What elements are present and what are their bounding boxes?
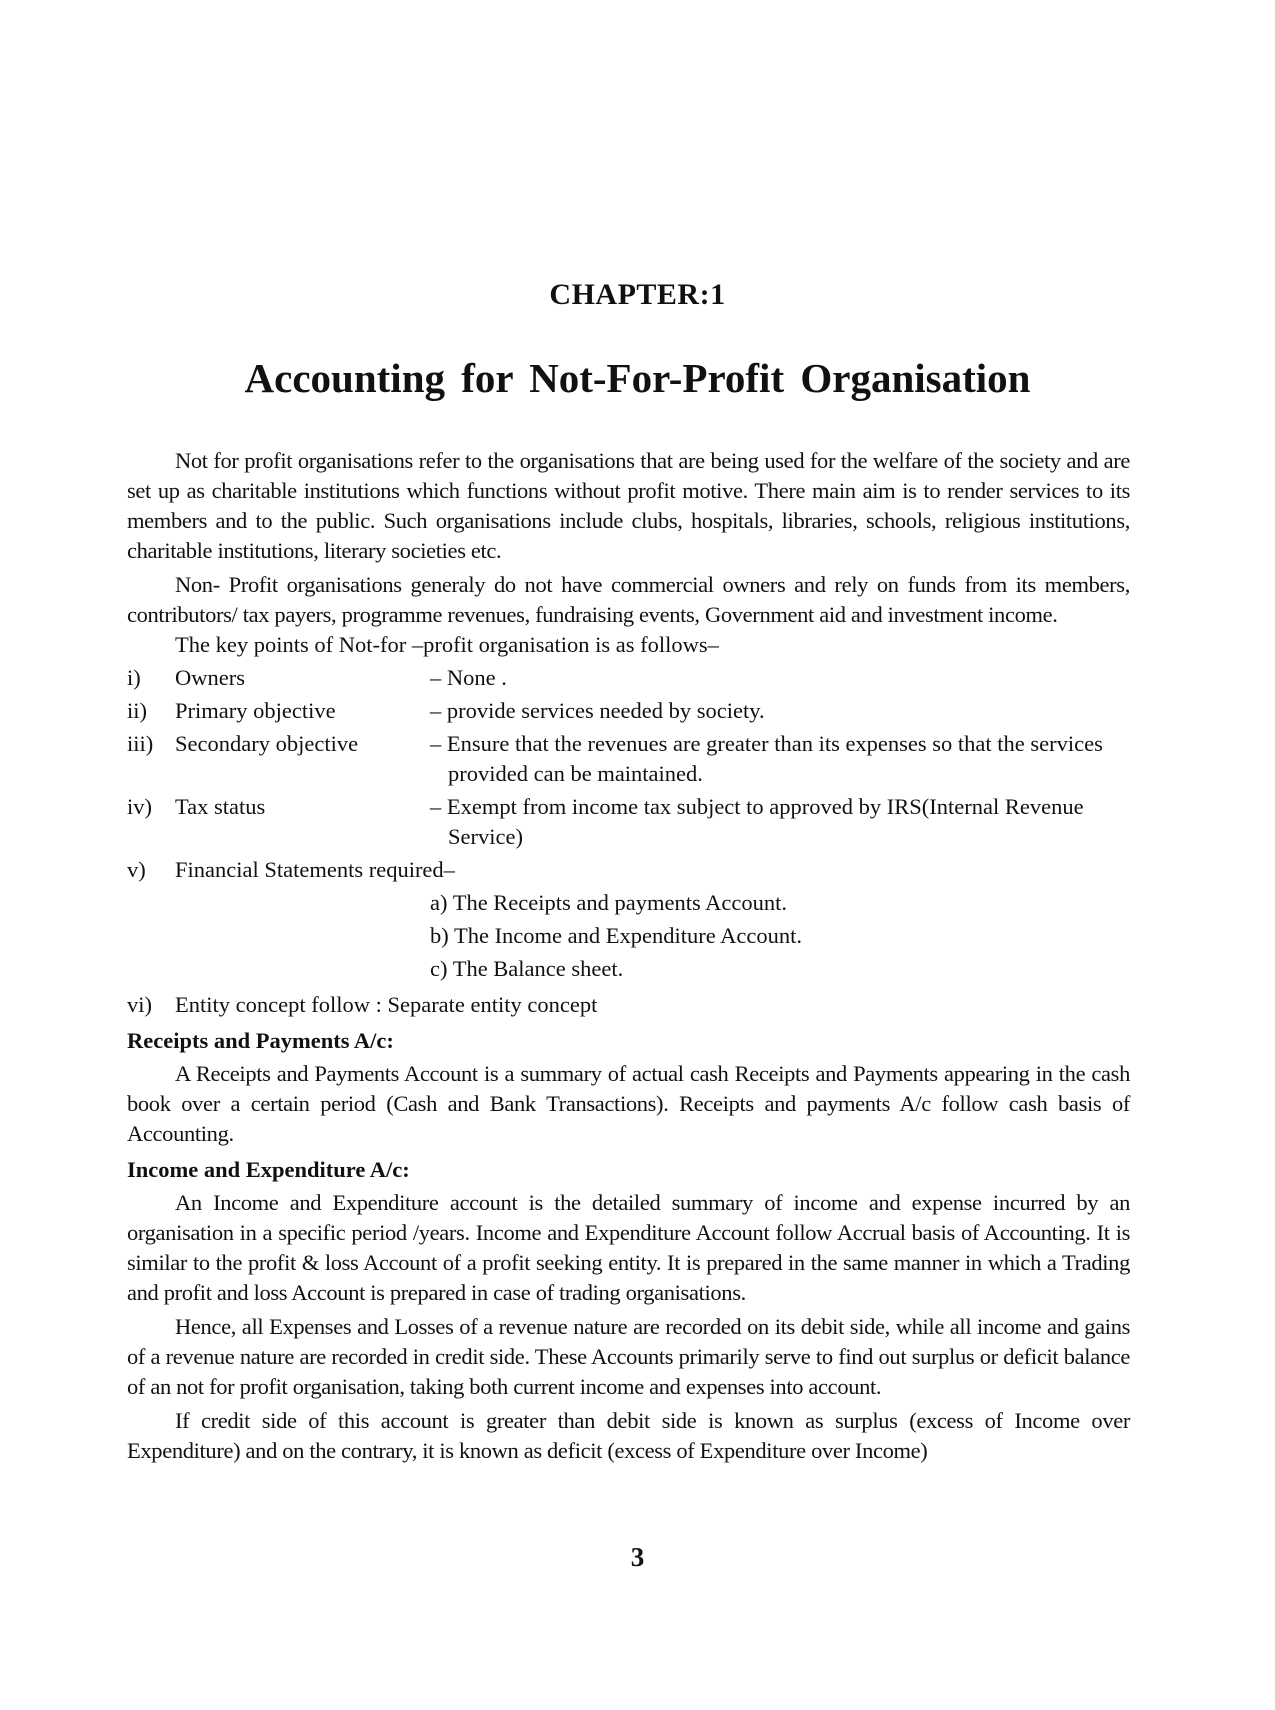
key-point-value: – Exempt from income tax subject to approved by IRS(Internal Revenue Service) [430, 794, 1084, 849]
key-point-label: Tax status [175, 794, 266, 819]
key-point-number: v) [127, 857, 146, 882]
key-point-label: Secondary objective [175, 731, 359, 756]
chapter-label: CHAPTER:1 [549, 278, 726, 311]
intro-paragraph: Non- Profit organisations generaly do not have commercial owners and rely on funds from its members, contributors/ tax payers, programme revenues, fundraising events, Government aid and investment income. [127, 572, 1130, 627]
key-point-item [127, 663, 1130, 693]
key-point-value: – Ensure that the revenues are greater than its expenses so that the services provided can be maintained. [430, 731, 1103, 786]
financial-statement-item: b) The Income and Expenditure Account. [430, 923, 802, 948]
key-points-intro: The key points of Not-for –profit organisation is as follows– [175, 632, 719, 657]
key-point-value: – provide services needed by society. [430, 698, 765, 723]
financial-statement-item: a) The Receipts and payments Account. [430, 890, 787, 915]
key-point-number: iv) [127, 794, 152, 819]
income-heading: Income and Expenditure A/c: [127, 1157, 410, 1182]
key-point-label: Primary objective [175, 698, 336, 723]
financial-statements-label: Financial Statements required– [175, 857, 455, 882]
key-point-number: vi) [127, 992, 152, 1017]
key-point-item [127, 792, 1130, 852]
income-paragraph: An Income and Expenditure account is the detailed summary of income and expense incurred by an organisation in a specific period /years. Income and Expenditure Account follow Accrual basis of Accounting. It is similar to the profit & loss Account of a profit seeking entity. It is prepared in the same manner in which a Trading and profit and loss Account is prepared in case of trading organisations. [127, 1190, 1130, 1305]
key-point-number: iii) [127, 731, 154, 756]
income-paragraph: Hence, all Expenses and Losses of a revenue nature are recorded on its debit side, while all income and gains of a revenue nature are recorded in credit side. These Accounts primarily serve to find out surplus or deficit balance of an not for profit organisation, taking both current income and expenses into account. [127, 1314, 1130, 1399]
financial-statement-item: c) The Balance sheet. [430, 956, 624, 981]
page-title: Accounting for Not-For-Profit Organisation [244, 355, 1031, 401]
receipts-heading: Receipts and Payments A/c: [127, 1028, 394, 1053]
key-point-number: ii) [127, 698, 147, 723]
intro-paragraph: Not for profit organisations refer to the organisations that are being used for the welfare of the society and are set up as charitable institutions which functions without profit motive. There main aim is to render services to its members and to the public. Such organisations include clubs, hospitals, libraries, schools, religious institutions, charitable institutions, literary societies etc. [127, 448, 1130, 563]
page-number: 3 [630, 1542, 645, 1572]
key-point-item [127, 696, 1130, 726]
key-point-number: i) [127, 665, 141, 690]
entity-concept-item [127, 990, 1130, 1020]
income-paragraph: If credit side of this account is greater than debit side is known as surplus (excess of Income over Expenditure) and on the contrary, it is known as deficit (excess of Expenditure over Income) [127, 1408, 1130, 1463]
key-point-label: Owners [175, 665, 245, 690]
receipts-paragraph: A Receipts and Payments Account is a summary of actual cash Receipts and Payments appearing in the cash book over a certain period (Cash and Bank Transactions). Receipts and payments A/c follow cash basis of Accounting. [127, 1061, 1130, 1146]
key-point-value: – None . [430, 665, 507, 690]
key-point-item [127, 729, 1130, 789]
main-content [127, 446, 1130, 1470]
financial-statements-item [127, 855, 1130, 885]
entity-concept-text: Entity concept follow : Separate entity concept [175, 992, 598, 1017]
financial-statements-list [127, 888, 1130, 984]
